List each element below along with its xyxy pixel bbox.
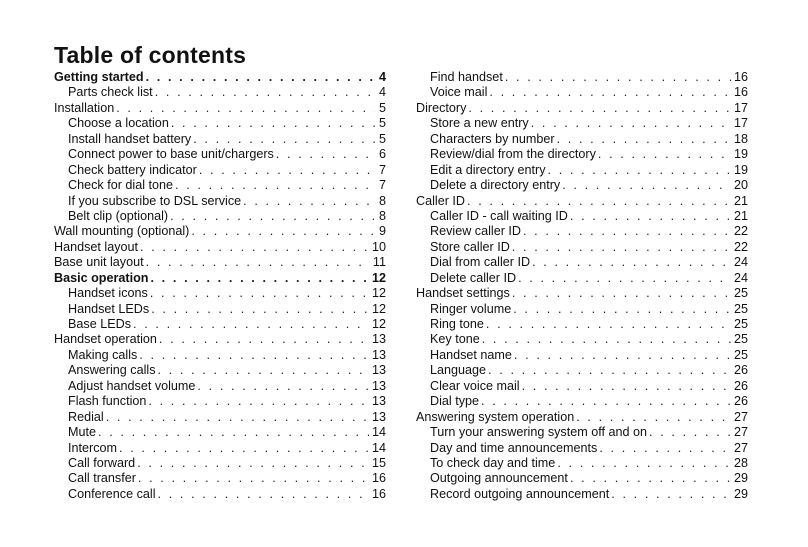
toc-entry-page-number: 27 [733,425,748,440]
toc-entry-label: Store a new entry [430,116,529,131]
toc-right-column [416,70,748,502]
toc-entry-label: Characters by number [430,131,555,146]
toc-entry[interactable] [54,147,386,162]
toc-entry[interactable] [416,240,748,255]
toc-entry-page-number: 17 [733,116,748,131]
toc-dot-leader [276,147,375,162]
page-title: Table of contents [54,42,247,68]
toc-entry-page-number: 13 [371,409,386,424]
toc-entry-page-number: 4 [378,70,386,84]
toc-entry-label: Install handset battery [68,131,192,146]
toc-dot-leader [193,132,375,147]
toc-entry-label: Flash function [68,394,147,409]
toc-entry-page-number: 17 [733,100,748,115]
toc-entry[interactable] [416,302,748,317]
toc-dot-leader [522,379,731,394]
toc-dot-leader [598,147,731,162]
toc-entry[interactable] [416,178,748,193]
toc-entry[interactable] [416,441,748,456]
toc-entry[interactable] [416,286,748,301]
toc-dot-leader [557,456,731,471]
toc-entry-page-number: 12 [371,317,386,331]
toc-entry[interactable] [54,85,386,100]
toc-entry-label: Base LEDs [68,317,131,331]
toc-entry-label: Review caller ID [430,224,521,239]
toc-entry-page-number: 5 [378,116,386,131]
toc-entry-label: To check day and time [430,455,556,470]
toc-entry[interactable] [416,332,748,347]
toc-entry[interactable] [54,209,386,224]
toc-entry-label: Caller ID [416,193,465,208]
toc-dot-leader [557,132,731,147]
toc-dot-leader [512,240,731,255]
toc-dot-leader [532,255,731,270]
toc-entry[interactable] [416,394,748,409]
toc-entry-page-number: 9 [378,224,386,239]
toc-entry[interactable] [416,271,748,286]
toc-entry-page-number: 12 [371,286,386,301]
toc-entry-label: Call forward [68,455,136,470]
toc-entry-label: Handset operation [54,332,157,347]
toc-entry-label: Review/dial from the directory [430,147,596,162]
toc-entry-label: Answering system operation [416,409,575,424]
toc-entry[interactable] [54,394,386,409]
toc-entry-label: Getting started [54,70,144,84]
toc-dot-leader [148,394,369,409]
toc-entry-page-number: 16 [371,471,386,486]
toc-entry-label: Connect power to base unit/chargers [68,147,274,162]
toc-entry[interactable] [54,255,386,270]
toc-entry-page-number: 25 [733,301,748,316]
toc-entry-label: Belt clip (optional) [68,208,169,223]
toc-entry-page-number: 10 [371,239,386,254]
toc-dot-leader [158,487,369,502]
toc-entry[interactable] [54,441,386,456]
toc-entry-page-number: 25 [733,286,748,301]
toc-entry-page-number: 13 [371,394,386,409]
toc-entry-label: Adjust handset volume [68,378,196,393]
toc-entry[interactable] [54,487,386,502]
toc-entry[interactable] [54,379,386,394]
toc-entry-page-number: 6 [378,147,386,162]
toc-entry-page-number: 8 [378,193,386,208]
toc-entry-page-number: 7 [378,178,386,193]
toc-dot-leader [170,209,375,224]
toc-entry[interactable] [54,116,386,131]
toc-entry[interactable] [54,302,386,317]
toc-entry-label: Dial from caller ID [430,255,531,270]
toc-entry[interactable] [54,425,386,440]
toc-entry[interactable] [416,255,748,270]
toc-entry[interactable] [54,410,386,425]
toc-entry-page-number: 24 [733,270,748,285]
toc-entry-label: Directory [416,100,467,115]
toc-dot-leader [570,209,731,224]
toc-entry-page-number: 26 [733,378,748,393]
toc-entry[interactable] [416,471,748,486]
toc-entry-label: Delete caller ID [430,270,517,285]
toc-entry[interactable] [416,101,748,116]
toc-dot-leader [243,194,375,209]
toc-entry[interactable] [54,194,386,209]
toc-dot-leader [531,116,731,131]
toc-entry[interactable] [54,363,386,378]
toc-entry-page-number: 19 [733,147,748,162]
toc-left-column [54,70,386,502]
toc-entry-page-number: 24 [733,255,748,270]
toc-dot-leader [159,332,369,347]
toc-entry-label: Making calls [68,347,138,362]
toc-entry[interactable] [54,101,386,116]
toc-entry[interactable] [416,425,748,440]
toc-entry-page-number: 16 [733,70,748,84]
toc-entry-page-number: 29 [733,486,748,501]
toc-entry-label: Call transfer [68,471,136,486]
toc-dot-leader [486,317,731,332]
toc-entry-label: Dial type [430,394,479,409]
toc-entry-page-number: 18 [733,131,748,146]
toc-dot-leader [140,240,369,255]
toc-entry[interactable] [54,286,386,301]
toc-entry-label: Turn your answering system off and on [430,425,648,440]
toc-dot-leader [576,410,731,425]
toc-dot-leader [199,163,375,178]
toc-entry-label: Choose a location [68,116,169,131]
toc-dot-leader [106,410,369,425]
toc-entry-page-number: 26 [733,394,748,409]
toc-dot-leader [155,85,375,100]
toc-entry-label: Handset LEDs [68,301,150,316]
toc-entry-page-number: 15 [371,455,386,470]
toc-dot-leader [514,348,731,363]
toc-dot-leader [489,85,731,100]
toc-entry-label: Caller ID - call waiting ID [430,208,568,223]
toc-entry-page-number: 27 [733,440,748,455]
toc-entry[interactable] [416,209,748,224]
toc-entry-page-number: 16 [371,486,386,501]
toc-entry-label: Edit a directory entry [430,162,546,177]
toc-entry-page-number: 8 [378,208,386,223]
toc-entry[interactable] [54,132,386,147]
toc-entry-page-number: 12 [371,301,386,316]
toc-entry-page-number: 13 [371,332,386,347]
toc-entry-label: Clear voice mail [430,378,520,393]
toc-dot-leader [488,363,731,378]
toc-entry-page-number: 19 [733,162,748,177]
toc-entry-label: Installation [54,100,115,115]
toc-entry[interactable] [416,132,748,147]
toc-dot-leader [191,224,375,239]
toc-entry[interactable] [416,410,748,425]
toc-entry[interactable] [416,147,748,162]
toc-entry-label: Ringer volume [430,301,512,316]
toc-dot-leader [513,302,731,317]
toc-entry[interactable] [54,70,386,85]
toc-dot-leader [138,471,369,486]
toc-entry-page-number: 14 [371,440,386,455]
toc-entry-label: Basic operation [54,270,149,285]
toc-entry-page-number: 21 [733,208,748,223]
toc-entry-label: Record outgoing announcement [430,486,610,501]
toc-dot-leader [171,116,375,131]
toc-entry-label: Outgoing announcement [430,471,568,486]
toc-entry-page-number: 22 [733,239,748,254]
toc-entry[interactable] [54,224,386,239]
toc-entry[interactable] [416,363,748,378]
toc-dot-leader [468,101,731,116]
toc-entry-page-number: 25 [733,332,748,347]
toc-entry[interactable] [416,456,748,471]
toc-entry[interactable] [416,116,748,131]
toc-entry-page-number: 27 [733,409,748,424]
toc-entry[interactable] [416,224,748,239]
toc-entry-label: Conference call [68,486,156,501]
toc-entry-page-number: 11 [372,255,386,270]
toc-entry-page-number: 21 [733,193,748,208]
toc-entry-page-number: 22 [733,224,748,239]
toc-entry[interactable] [54,317,386,332]
toc-entry[interactable] [416,317,748,332]
toc-entry-page-number: 13 [371,378,386,393]
toc-dot-leader [158,363,369,378]
toc-dot-leader [197,379,369,394]
toc-entry-label: Voice mail [430,85,488,100]
toc-entry-label: Delete a directory entry [430,178,561,193]
toc-entry[interactable] [54,271,386,286]
toc-entry-label: Key tone [430,332,480,347]
toc-entry-page-number: 4 [378,85,386,100]
toc-dot-leader [570,471,731,486]
toc-entry[interactable] [416,348,748,363]
toc-dot-leader [137,456,369,471]
toc-entry-label: Redial [68,409,104,424]
toc-entry[interactable] [416,194,748,209]
toc-entry-label: Check for dial tone [68,178,174,193]
toc-entry-label: Intercom [68,440,117,455]
toc-entry[interactable] [54,332,386,347]
toc-dot-leader [611,487,731,502]
toc-dot-leader [482,332,731,347]
toc-dot-leader [119,441,369,456]
toc-dot-leader [146,255,370,270]
toc-entry[interactable] [54,163,386,178]
toc-entry-page-number: 12 [371,270,386,285]
toc-dot-leader [146,70,375,85]
toc-entry-page-number: 5 [378,131,386,146]
toc-dot-leader [505,70,731,85]
toc-entry-page-number: 16 [733,85,748,100]
toc-entry[interactable] [54,178,386,193]
toc-entry-page-number: 13 [371,363,386,378]
toc-dot-leader [98,425,369,440]
toc-entry-label: Find handset [430,70,503,84]
toc-dot-leader [150,271,369,286]
toc-entry-page-number: 26 [733,363,748,378]
toc-dot-leader [523,224,731,239]
toc-dot-leader [481,394,731,409]
toc-dot-leader [116,101,375,116]
toc-entry[interactable] [416,379,748,394]
toc-entry[interactable] [54,456,386,471]
toc-entry-label: Day and time announcements [430,440,598,455]
toc-dot-leader [562,178,731,193]
toc-entry-page-number: 20 [733,178,748,193]
toc-entry-label: Base unit layout [54,255,144,270]
toc-entry[interactable] [54,471,386,486]
toc-entry-page-number: 5 [378,100,386,115]
toc-entry-label: If you subscribe to DSL service [68,193,242,208]
toc-entry[interactable] [416,487,748,502]
toc-entry-page-number: 25 [733,317,748,331]
toc-entry-label: Parts check list [68,85,153,100]
toc-entry-label: Language [430,363,487,378]
toc-entry[interactable] [416,163,748,178]
toc-entry-page-number: 25 [733,347,748,362]
toc-dot-leader [467,194,731,209]
toc-entry[interactable] [416,70,748,85]
toc-entry-label: Handset icons [68,286,148,301]
toc-dot-leader [649,425,731,440]
toc-entry[interactable] [54,240,386,255]
toc-dot-leader [548,163,731,178]
toc-entry-label: Handset layout [54,239,139,254]
toc-entry-page-number: 7 [378,162,386,177]
toc-entry-label: Mute [68,425,96,440]
toc-entry[interactable] [416,85,748,100]
toc-dot-leader [175,178,375,193]
toc-dot-leader [150,286,369,301]
toc-dot-leader [512,286,731,301]
toc-entry-label: Handset name [430,347,512,362]
toc-entry-label: Store caller ID [430,239,510,254]
toc-entry-label: Ring tone [430,317,484,331]
toc-entry-label: Answering calls [68,363,156,378]
toc-dot-leader [151,302,369,317]
toc-entry-label: Handset settings [416,286,510,301]
toc-entry-page-number: 13 [371,347,386,362]
toc-dot-leader [139,348,369,363]
toc-dot-leader [599,441,731,456]
toc-entry-page-number: 29 [733,471,748,486]
toc-entry-page-number: 28 [733,455,748,470]
toc-dot-leader [518,271,731,286]
toc-dot-leader [133,317,369,332]
toc-entry[interactable] [54,348,386,363]
toc-entry-page-number: 14 [371,425,386,440]
toc-entry-label: Wall mounting (optional) [54,224,190,239]
toc-entry-label: Check battery indicator [68,162,197,177]
